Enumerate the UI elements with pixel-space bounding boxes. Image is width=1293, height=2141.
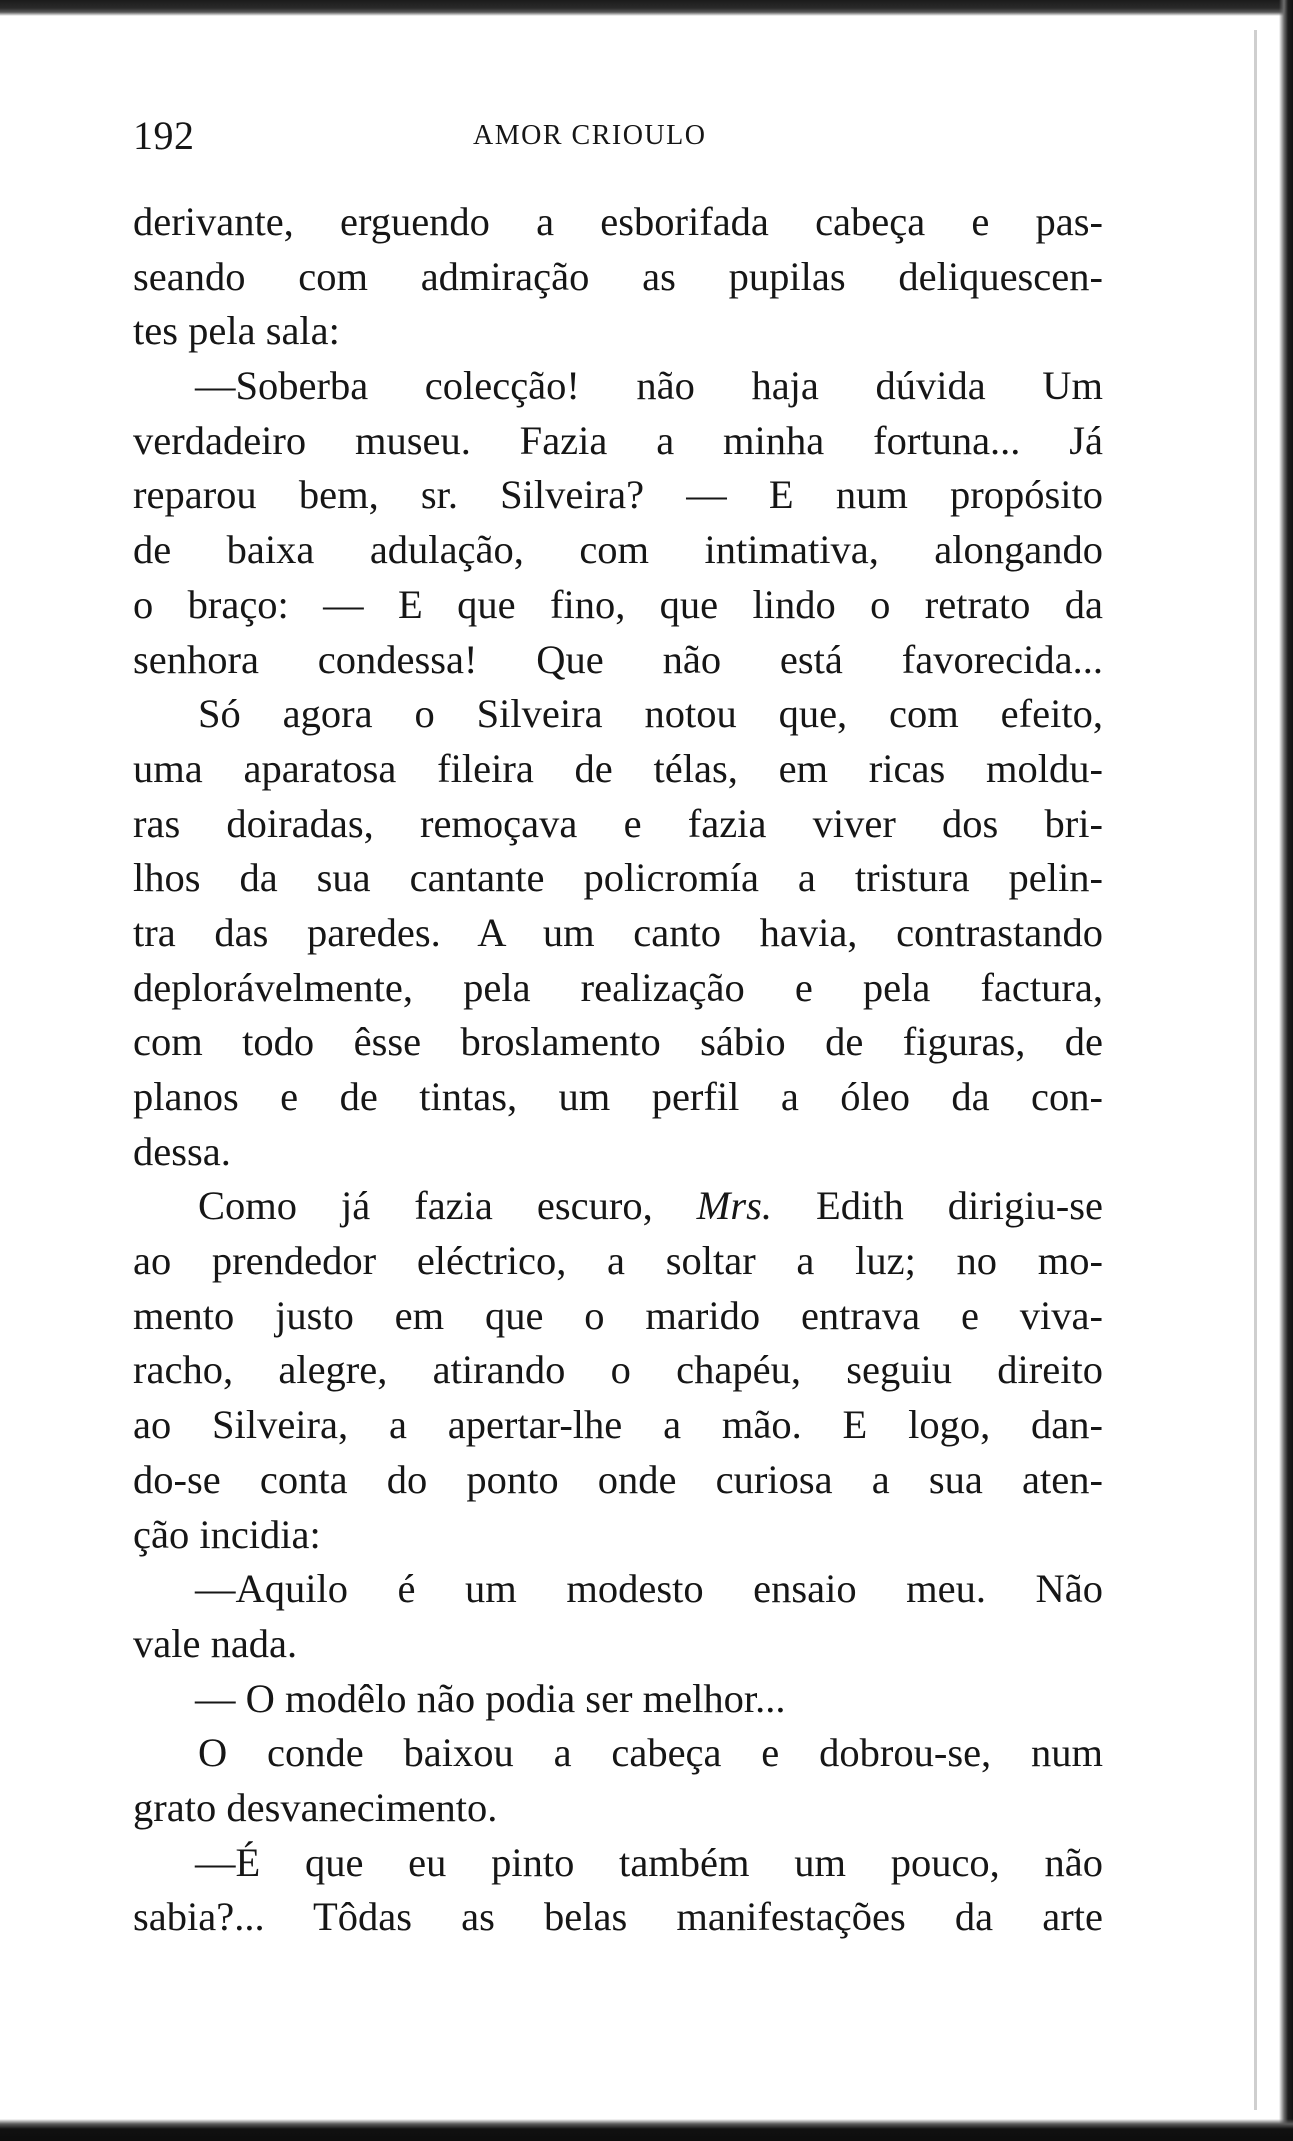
body-text	[133, 195, 1103, 1945]
text-line: ao Silveira, a apertar-lhe a mão. E logo, dan-	[133, 1402, 1103, 1448]
text-line: vale nada.	[133, 1620, 298, 1666]
page-number: 192	[133, 113, 195, 158]
text-segment: Edith dirigiu-se	[816, 1183, 1103, 1229]
italic-abbreviation: Mrs.	[696, 1183, 773, 1229]
text-line: tra das paredes. A um canto havia, contrastando	[133, 909, 1103, 955]
text-line: uma aparatosa fileira de télas, em ricas moldu-	[133, 745, 1103, 791]
text-line: ção incidia:	[133, 1511, 321, 1557]
running-title: AMOR CRIOULO	[473, 120, 707, 151]
text-line: ao prendedor eléctrico, a soltar a luz; no mo-	[133, 1238, 1103, 1284]
text-line: dessa.	[133, 1128, 231, 1174]
text-line: lhos da sua cantante policromía a tristura pelin-	[133, 855, 1103, 901]
text-line: racho, alegre, atirando o chapéu, seguiu direito	[133, 1347, 1103, 1393]
text-line: —Soberba colecção! não haja dúvida Um	[195, 363, 1103, 409]
page-header	[133, 112, 1103, 172]
page-right-fold	[1254, 30, 1257, 2110]
text-line: —É que eu pinto também um pouco, não	[195, 1839, 1103, 1885]
text-line: deplorávelmente, pela realização e pela factura,	[133, 964, 1103, 1010]
text-line: reparou bem, sr. Silveira? — E num propósito	[133, 472, 1103, 518]
text-line: ras doiradas, remoçava e fazia viver dos bri-	[133, 800, 1103, 846]
page-bottom-edge	[0, 2119, 1293, 2141]
text-line: verdadeiro museu. Fazia a minha fortuna... Já	[133, 417, 1103, 463]
text-line: seando com admiração as pupilas deliquescen-	[133, 253, 1103, 299]
text-line: — O modêlo não podia ser melhor...	[195, 1675, 786, 1721]
text-line: —Aquilo é um modesto ensaio meu. Não	[195, 1566, 1103, 1612]
text-line: planos e de tintas, um perfil a óleo da con-	[133, 1074, 1103, 1119]
text-line: o braço: — E que fino, que lindo o retrato da	[133, 581, 1103, 627]
text-line: grato desvanecimento.	[133, 1784, 498, 1830]
text-line: derivante, erguendo a esborifada cabeça e pas-	[133, 199, 1103, 244]
text-line: Só agora o Silveira notou que, com efeito,	[198, 691, 1103, 737]
text-line: sabia?... Tôdas as belas manifestações da arte	[133, 1894, 1103, 1940]
page-right-edge	[1279, 0, 1293, 2141]
text-line: com todo êsse broslamento sábio de figuras, de	[133, 1019, 1103, 1065]
text-line: de baixa adulação, com intimativa, alongando	[133, 527, 1103, 573]
text-line: do-se conta do ponto onde curiosa a sua aten-	[133, 1456, 1103, 1502]
page-top-edge	[0, 0, 1293, 16]
text-line: senhora condessa! Que não está favorecida...	[133, 636, 1103, 682]
text-line: O conde baixou a cabeça e dobrou-se, num	[198, 1730, 1103, 1776]
text-line: tes pela sala:	[133, 308, 340, 354]
text-segment: Como já fazia escuro,	[198, 1183, 653, 1229]
text-line: mento justo em que o marido entrava e viva-	[133, 1292, 1103, 1338]
text-line	[133, 1179, 1103, 1234]
